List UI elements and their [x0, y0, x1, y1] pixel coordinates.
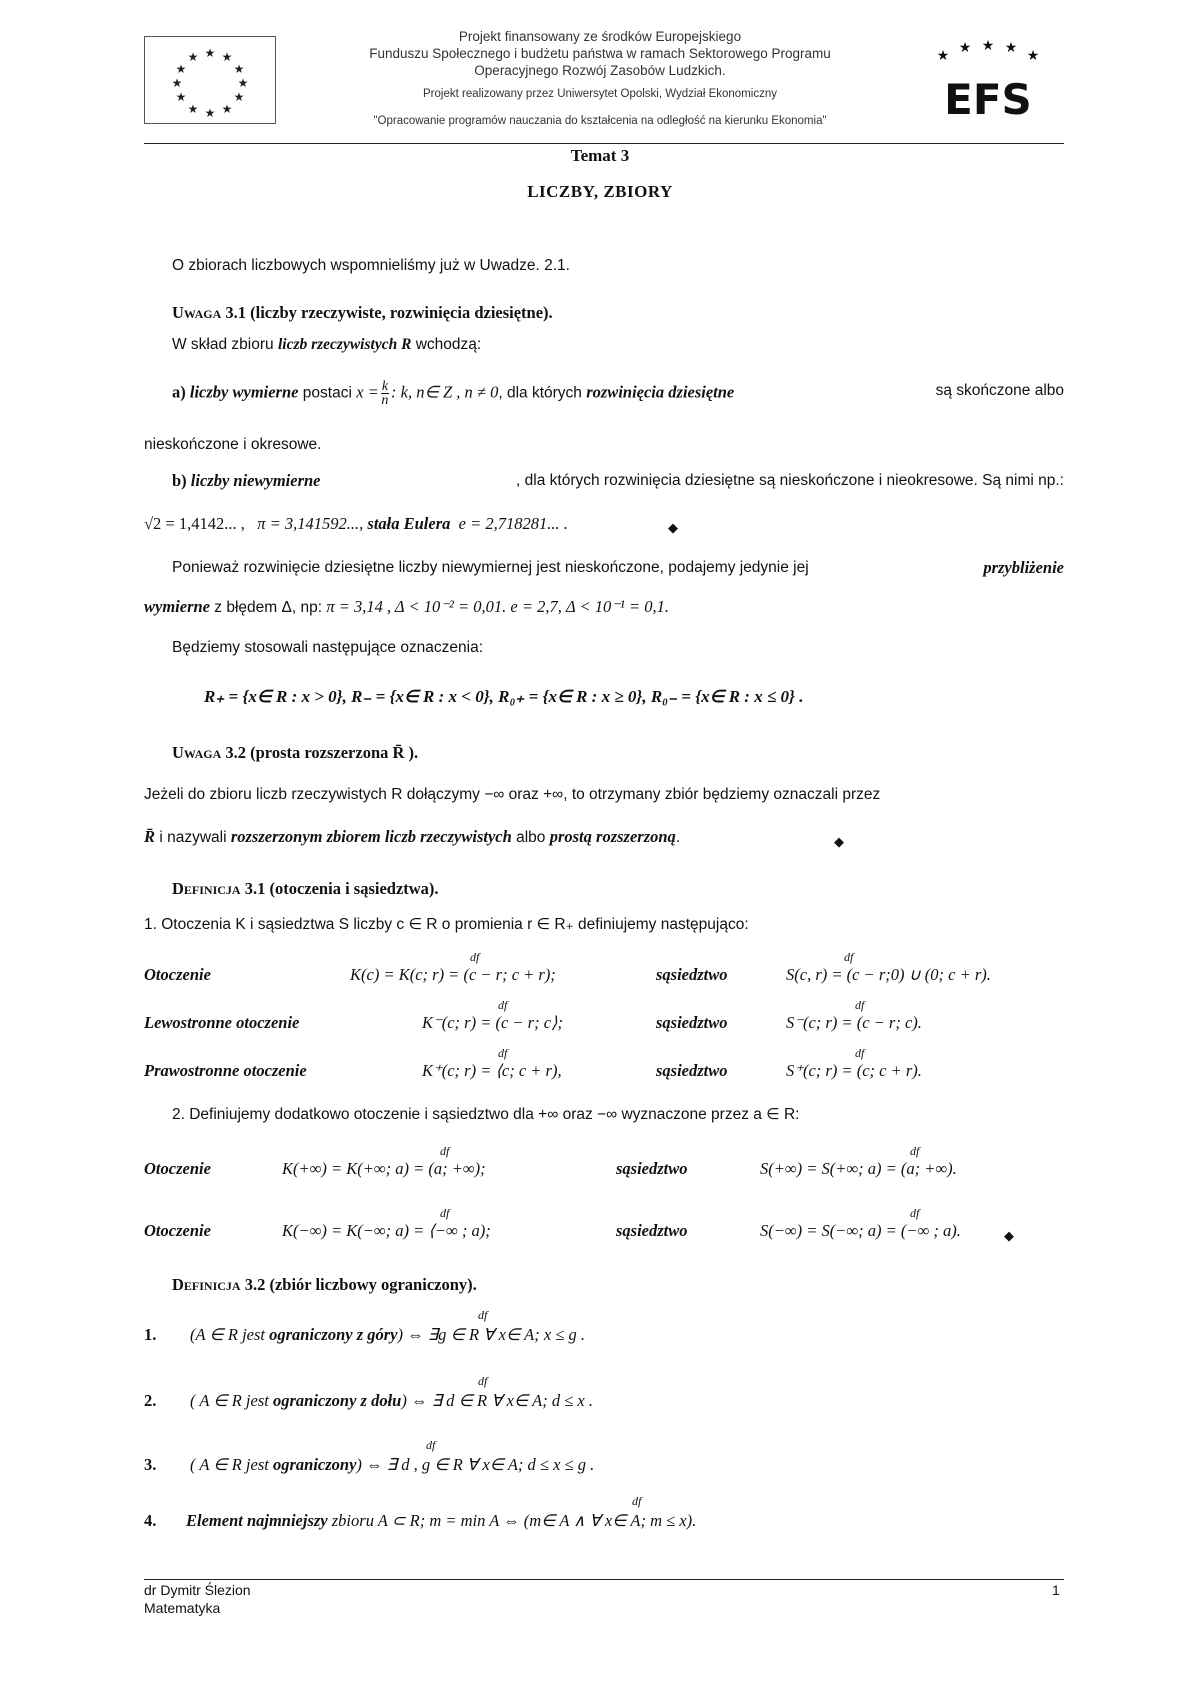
- text-span: , dla których: [498, 384, 587, 402]
- svg-text:★: ★: [171, 76, 183, 90]
- efs-logo-text: EFS: [944, 75, 1032, 124]
- neighbourhood-formula: K(c) = K(c; r) = (c − r; c + r);: [350, 965, 556, 984]
- punctured-name: sąsiedztwo: [656, 965, 728, 984]
- item-a-label: a): [172, 382, 186, 402]
- bounded-below-term: ograniczony z dołu: [272, 1391, 402, 1410]
- footer-author: dr Dymitr Ślezion: [144, 1582, 251, 1598]
- fraction-denominator: n: [381, 393, 389, 408]
- header-line-5: "Opracowanie programów nauczania do kształcenia na odległość na kierunku Ekonomia": [373, 115, 827, 127]
- definition-label: Definicja 3.1: [172, 879, 266, 898]
- df-mark: df: [440, 1206, 450, 1220]
- decimal-expansion-term: rozwinięcia dziesiętne: [586, 382, 735, 402]
- footer-course: Matematyka: [144, 1600, 221, 1616]
- real-numbers-line: [172, 334, 481, 356]
- approximation-line-2: [144, 596, 669, 619]
- svg-text:★: ★: [221, 50, 233, 64]
- extended-line-naming: [144, 826, 680, 849]
- text-span: , dla których rozwinięcia dziesiętne są nieskończone i nieokresowe. Są nimi np.:: [516, 472, 1064, 489]
- item-number: 1.: [144, 1325, 157, 1344]
- header-line-4: Projekt realizowany przez Uniwersytet Opolski, Wydział Ekonomiczny: [423, 88, 777, 100]
- text-span: W skład zbioru: [172, 336, 278, 353]
- df-mark: df: [855, 1046, 865, 1060]
- header-divider: [144, 143, 1064, 144]
- df-mark: df: [478, 1374, 488, 1388]
- neighbourhood-name: Lewostronne otoczenie: [144, 1013, 300, 1032]
- bounded-above-item: [190, 1324, 585, 1346]
- df-mark: df: [855, 998, 865, 1012]
- text-span: Ponieważ rozwinięcie dziesiętne liczby niewymiernej jest nieskończone, podajemy jedynie jej: [172, 559, 809, 576]
- remark-title: (liczby rzeczywiste, rozwinięcia dziesiętne).: [250, 303, 553, 322]
- definition-title: (otoczenia i sąsiedztwa).: [269, 879, 439, 898]
- efs-logo: [928, 38, 1048, 124]
- header-line-2: Funduszu Społecznego i budżetu państwa w ramach Sektorowego Programu: [369, 46, 831, 61]
- header-line-1: Projekt finansowany ze środków Europejskiego: [458, 29, 742, 44]
- definition-3-1-heading: [172, 878, 439, 900]
- df-mark: df: [844, 950, 854, 964]
- intro-paragraph: O zbiorach liczbowych wspomnieliśmy już w Uwadze. 2.1.: [172, 257, 570, 274]
- df-mark: df: [910, 1206, 920, 1220]
- text-span: zbioru A ⊂ R; m = min A ⇔ (m∈ A ∧ ∀ x∈ A; m ≤ x).: [327, 1511, 697, 1530]
- end-diamond-icon: ◆: [834, 834, 844, 849]
- end-diamond-icon: ◆: [1004, 1228, 1014, 1243]
- svg-text:★: ★: [958, 40, 972, 56]
- item-number: 2.: [144, 1391, 157, 1410]
- sqrt2-example: √2 = 1,4142... ,: [144, 514, 245, 533]
- svg-text:★: ★: [221, 102, 233, 116]
- rational-word: wymierne: [144, 597, 210, 616]
- extended-line-term: prostą rozszerzoną: [549, 827, 676, 846]
- eu-stars-icon: [145, 37, 275, 123]
- formula-post: : k, n∈ Z , n ≠ 0: [391, 382, 499, 402]
- notation-formula: R₊ = {x∈ R : x > 0}, R₋ = {x∈ R : x < 0}, R₀₊ = {x∈ R : x ≥ 0}, R₀₋ = {x∈ R : x ≤ 0} .: [204, 687, 804, 706]
- svg-text:★: ★: [175, 62, 187, 76]
- extended-set-term: rozszerzonym zbiorem liczb rzeczywistych: [230, 827, 512, 846]
- punctured-name: sąsiedztwo: [656, 1061, 728, 1080]
- df-mark: df: [498, 998, 508, 1012]
- irrational-examples: [144, 513, 568, 535]
- text-span: ) ⇔ ∃ d ∈ R ∀ x∈ A; d ≤ x .: [401, 1391, 593, 1410]
- svg-text:★: ★: [1026, 48, 1040, 64]
- svg-text:★: ★: [237, 76, 249, 90]
- bounded-below-item: [190, 1390, 593, 1412]
- topic-title: Temat 3: [570, 146, 630, 165]
- text-span: ) ⇔ ∃ d , g ∈ R ∀ x∈ A; d ≤ x ≤ g .: [356, 1455, 595, 1474]
- pi-example: π = 3,141592...,: [257, 514, 364, 533]
- remark-label: Uwaga 3.2: [172, 743, 247, 762]
- svg-text:★: ★: [175, 90, 187, 104]
- irrational-numbers-line: [172, 470, 1064, 492]
- notation-intro: Będziemy stosowali następujące oznaczenia:: [172, 639, 484, 656]
- df-mark: df: [478, 1308, 488, 1322]
- text-span: (A ∈ R jest: [190, 1325, 270, 1344]
- punctured-formula: S(c, r) = (c − r;0) ∪ (0; c + r).: [786, 965, 991, 984]
- least-element-item: [186, 1510, 696, 1532]
- fraction-k-over-n: [381, 380, 389, 407]
- svg-text:★: ★: [233, 62, 245, 76]
- neighbourhood-name: Otoczenie: [144, 1159, 211, 1178]
- punctured-name: sąsiedztwo: [616, 1221, 688, 1240]
- rational-term: liczby wymierne: [189, 382, 299, 402]
- item-b-label: b): [172, 471, 187, 490]
- punctured-name: sąsiedztwo: [656, 1013, 728, 1032]
- bounded-item: [190, 1454, 594, 1476]
- neighbourhood-name: Otoczenie: [144, 965, 211, 984]
- neighbourhood-formula: K⁻(c; r) = (c − r; c⟩;: [422, 1013, 563, 1032]
- df-mark: df: [426, 1438, 436, 1452]
- project-header: [330, 28, 870, 129]
- df-mark: df: [498, 1046, 508, 1060]
- df-mark: df: [632, 1494, 642, 1508]
- text-span: wchodzą:: [411, 336, 482, 353]
- neighbourhood-formula: K(−∞) = K(−∞; a) = ⟨−∞ ; a);: [282, 1221, 491, 1240]
- footer-divider: [144, 1579, 1064, 1580]
- approximation-line-1: [172, 557, 1064, 579]
- bounded-term: ograniczony: [272, 1455, 357, 1474]
- item-number: 3.: [144, 1455, 157, 1474]
- page-number: 1: [1052, 1582, 1060, 1598]
- remark-3-1-heading: [172, 302, 553, 324]
- punctured-formula: S⁺(c; r) = (c; c + r).: [786, 1061, 922, 1080]
- infinity-intro: 2. Definiujemy dodatkowo otoczenie i sąsiedztwo dla +∞ oraz −∞ wyznaczone przez a ∈ R:: [172, 1106, 800, 1123]
- text-span: .: [675, 829, 681, 846]
- text-span: ) ⇔ ∃g ∈ R ∀ x∈ A; x ≤ g .: [397, 1325, 585, 1344]
- rational-continuation: nieskończone i okresowe.: [144, 436, 322, 453]
- df-mark: df: [440, 1144, 450, 1158]
- irrational-term: liczby niewymierne: [190, 471, 321, 490]
- svg-text:★: ★: [1004, 40, 1018, 56]
- extended-line-text: Jeżeli do zbioru liczb rzeczywistych R dołączymy −∞ oraz +∞, to otrzymany zbiór będziemy oznaczali przez: [144, 786, 881, 803]
- subject-title: LICZBY, ZBIORY: [527, 182, 673, 201]
- bounded-above-term: ograniczony z góry: [269, 1325, 398, 1344]
- neighbourhood-name: Prawostronne otoczenie: [144, 1061, 307, 1080]
- neighbourhood-formula: K⁺(c; r) = ⟨c; c + r),: [422, 1061, 562, 1080]
- euler-example: e = 2,718281... .: [458, 514, 568, 533]
- text-span: i nazywali: [155, 829, 231, 846]
- svg-text:★: ★: [204, 46, 216, 60]
- item-number: 4.: [144, 1511, 157, 1530]
- neighbourhood-intro: 1. Otoczenia K i sąsiedztwa S liczby c ∈ R o promienia r ∈ R₊ definiujemy następująco:: [144, 916, 749, 933]
- text-span: postaci: [298, 384, 357, 402]
- euler-label: stała Eulera: [367, 514, 451, 533]
- least-element-term: Element najmniejszy: [186, 1511, 328, 1530]
- text-span: ( A ∈ R jest: [190, 1455, 273, 1474]
- svg-text:★: ★: [981, 38, 995, 54]
- svg-text:★: ★: [233, 90, 245, 104]
- end-diamond-icon: ◆: [668, 520, 678, 535]
- definition-label: Definicja 3.2: [172, 1275, 266, 1294]
- punctured-formula: S(−∞) = S(−∞; a) = (−∞ ; a).: [760, 1221, 961, 1240]
- text-span: z błędem Δ, np:: [210, 599, 327, 616]
- eu-flag-logo: [144, 36, 276, 124]
- fraction-numerator: k: [381, 379, 389, 394]
- text-span: albo: [511, 829, 550, 846]
- svg-text:★: ★: [187, 50, 199, 64]
- definition-3-2-heading: [172, 1274, 477, 1296]
- svg-text:★: ★: [204, 106, 216, 120]
- efs-stars-icon: [928, 38, 1048, 124]
- punctured-formula: S(+∞) = S(+∞; a) = (a; +∞).: [760, 1159, 957, 1178]
- svg-text:★: ★: [936, 48, 950, 64]
- header-line-3: Operacyjnego Rozwój Zasobów Ludzkich.: [474, 63, 726, 78]
- remark-3-2-heading: [172, 742, 418, 764]
- real-numbers-term: liczb rzeczywistych R: [277, 336, 412, 353]
- r-bar-symbol: R̄: [144, 827, 156, 846]
- text-span: ( A ∈ R jest: [190, 1391, 273, 1410]
- df-mark: df: [470, 950, 480, 964]
- svg-text:★: ★: [187, 102, 199, 116]
- formula-pre: x =: [356, 382, 379, 402]
- approximation-term: przybliżenie: [983, 558, 1064, 577]
- neighbourhood-name: Otoczenie: [144, 1221, 211, 1240]
- remark-title: (prosta rozszerzona R̄ ).: [250, 743, 419, 762]
- remark-label: Uwaga 3.1: [172, 303, 247, 322]
- approximation-examples: π = 3,14 , Δ < 10⁻² = 0,01. e = 2,7, Δ < 10⁻¹ = 0,1.: [326, 597, 670, 616]
- neighbourhood-formula: K(+∞) = K(+∞; a) = (a; +∞);: [282, 1159, 486, 1178]
- rational-numbers-line: [172, 380, 1064, 407]
- df-mark: df: [910, 1144, 920, 1158]
- punctured-formula: S⁻(c; r) = (c − r; c).: [786, 1013, 922, 1032]
- definition-title: (zbiór liczbowy ograniczony).: [269, 1275, 477, 1294]
- punctured-name: sąsiedztwo: [616, 1159, 688, 1178]
- text-span: są skończone albo: [935, 382, 1064, 399]
